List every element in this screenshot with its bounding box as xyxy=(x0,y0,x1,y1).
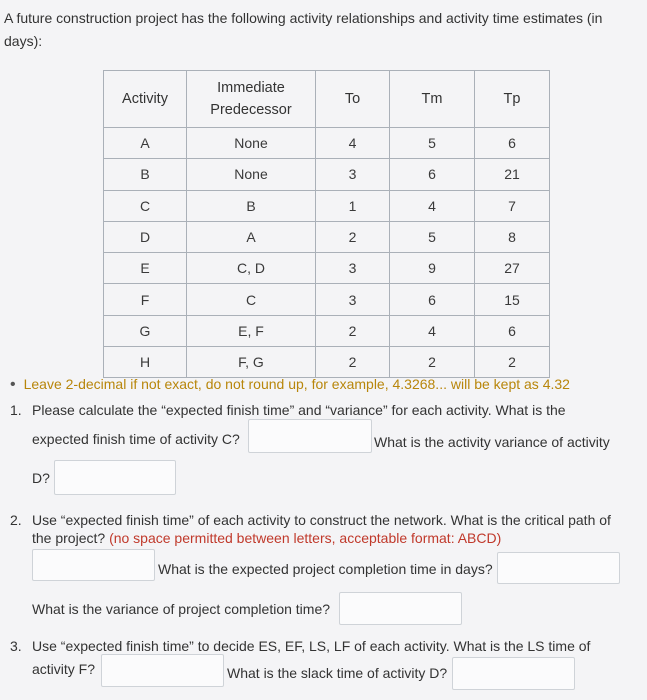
q2-number: 2. xyxy=(10,512,22,528)
table-cell: C, D xyxy=(187,253,316,284)
q2-line3: What is the expected project completion time in days? xyxy=(158,561,493,577)
table-cell: C xyxy=(187,284,316,315)
header-predecessor-label: Immediate Predecessor xyxy=(210,80,292,118)
ls-time-f-input[interactable] xyxy=(101,654,224,687)
table-cell: 6 xyxy=(475,128,550,159)
table-cell: 6 xyxy=(390,284,475,315)
table-cell: D xyxy=(104,221,187,252)
header-to: To xyxy=(316,71,390,128)
table-cell: None xyxy=(187,159,316,190)
table-cell: 2 xyxy=(316,221,390,252)
table-row xyxy=(104,284,550,315)
q1-line2: expected finish time of activity C? xyxy=(32,431,240,447)
q3-line2b: What is the slack time of activity D? xyxy=(227,665,448,681)
activity-table xyxy=(103,70,550,378)
q3-line2: activity F? xyxy=(32,661,96,677)
table-cell: F xyxy=(104,284,187,315)
rounding-note xyxy=(10,376,570,394)
q1-line3: D? xyxy=(32,470,50,486)
table-cell: A xyxy=(104,128,187,159)
table-row xyxy=(104,315,550,346)
table-cell: E xyxy=(104,253,187,284)
table-cell: 7 xyxy=(475,190,550,221)
table-cell: 6 xyxy=(390,159,475,190)
header-predecessor xyxy=(187,71,316,128)
expected-finish-c-input[interactable] xyxy=(248,419,372,453)
table-cell: 2 xyxy=(475,347,550,378)
format-hint: (no space permitted between letters, acceptable format: ABCD) xyxy=(109,530,502,546)
table-cell: 2 xyxy=(390,347,475,378)
q2-line4: What is the variance of project completion time? xyxy=(32,601,331,617)
slack-time-d-input[interactable] xyxy=(452,657,575,690)
table-cell: H xyxy=(104,347,187,378)
table-cell: B xyxy=(187,190,316,221)
table-cell: 4 xyxy=(390,190,475,221)
q1-line1: Please calculate the “expected finish time” and “variance” for each activity. What is the xyxy=(32,402,566,418)
table-cell: 15 xyxy=(475,284,550,315)
table-row xyxy=(104,221,550,252)
critical-path-input[interactable] xyxy=(32,549,155,581)
table-cell: A xyxy=(187,221,316,252)
bullet-icon: • xyxy=(10,376,16,393)
header-activity: Activity xyxy=(104,71,187,128)
table-cell: 5 xyxy=(390,221,475,252)
table-row xyxy=(104,128,550,159)
q2-line1: Use “expected finish time” of each activity to construct the network. What is the critical path of xyxy=(32,512,611,528)
header-tm: Tm xyxy=(390,71,475,128)
variance-d-input[interactable] xyxy=(54,460,176,495)
table-cell: 2 xyxy=(316,347,390,378)
q2-line2a: the project? xyxy=(32,530,106,546)
table-cell: C xyxy=(104,190,187,221)
table-cell: B xyxy=(104,159,187,190)
table-cell: None xyxy=(187,128,316,159)
table-row xyxy=(104,253,550,284)
completion-time-input[interactable] xyxy=(497,552,620,584)
q1-line2b: What is the activity variance of activity xyxy=(374,434,610,450)
q1-number: 1. xyxy=(10,402,22,418)
header-tp: Tp xyxy=(475,71,550,128)
table-cell: 1 xyxy=(316,190,390,221)
q2-line2 xyxy=(32,530,501,546)
q3-number: 3. xyxy=(10,638,22,654)
table-cell: F, G xyxy=(187,347,316,378)
rounding-note-text: Leave 2-decimal if not exact, do not round up, for example, 4.3268... will be kept as 4.32 xyxy=(23,376,570,392)
table-cell: G xyxy=(104,315,187,346)
table-cell: 4 xyxy=(390,315,475,346)
table-cell: 3 xyxy=(316,159,390,190)
table-cell: 21 xyxy=(475,159,550,190)
q3-line1: Use “expected finish time” to decide ES, EF, LS, LF of each activity. What is the LS time of xyxy=(32,638,591,654)
table-cell: 2 xyxy=(316,315,390,346)
table-header-row xyxy=(104,71,550,128)
table-row xyxy=(104,190,550,221)
table-row xyxy=(104,347,550,378)
table-row xyxy=(104,159,550,190)
table-cell: 5 xyxy=(390,128,475,159)
table-cell: 8 xyxy=(475,221,550,252)
table-cell: 9 xyxy=(390,253,475,284)
intro-text: A future construction project has the following activity relationships and activity time estimates (in days): xyxy=(4,10,603,49)
table-cell: 4 xyxy=(316,128,390,159)
table-cell: 3 xyxy=(316,284,390,315)
table-cell: 6 xyxy=(475,315,550,346)
table-cell: 3 xyxy=(316,253,390,284)
completion-variance-input[interactable] xyxy=(339,592,462,625)
table-cell: 27 xyxy=(475,253,550,284)
table-cell: E, F xyxy=(187,315,316,346)
